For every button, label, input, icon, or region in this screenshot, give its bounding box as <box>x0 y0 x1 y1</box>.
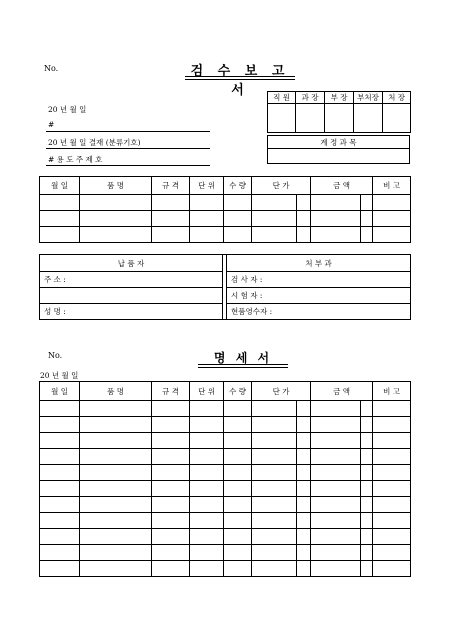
cell[interactable] <box>373 227 411 243</box>
cell[interactable] <box>373 211 411 227</box>
report-header-unit: 단 위 <box>190 177 224 195</box>
cell[interactable] <box>311 227 361 243</box>
statement-title-underline <box>198 364 288 368</box>
report-title-underline <box>185 76 295 80</box>
cell[interactable] <box>373 513 411 529</box>
cell[interactable] <box>252 401 297 417</box>
report-header-item: 품 명 <box>80 177 152 195</box>
cell[interactable] <box>190 545 224 561</box>
cell[interactable] <box>361 481 373 497</box>
cell[interactable] <box>373 481 411 497</box>
cell[interactable] <box>311 497 361 513</box>
cell[interactable] <box>152 561 190 577</box>
cell[interactable] <box>252 417 297 433</box>
cell[interactable] <box>40 529 80 545</box>
cell[interactable] <box>40 195 80 211</box>
cell[interactable] <box>373 433 411 449</box>
cell[interactable] <box>80 401 152 417</box>
statement-rows <box>39 400 411 577</box>
cell[interactable] <box>224 497 252 513</box>
cell[interactable] <box>80 561 152 577</box>
cell[interactable] <box>252 227 297 243</box>
cell[interactable] <box>252 481 297 497</box>
cell[interactable] <box>252 195 297 211</box>
cell[interactable] <box>252 529 297 545</box>
address-field[interactable]: 주 소 : <box>40 272 223 288</box>
report-line-3 <box>46 165 210 166</box>
cell[interactable] <box>152 401 190 417</box>
approval-header: 처 장 <box>383 92 411 104</box>
approval-header: 직 원 <box>268 92 296 104</box>
statement-header-unit: 단 위 <box>190 382 224 401</box>
report-title: 검 수 보 고 서 <box>190 64 290 98</box>
cell[interactable] <box>361 433 373 449</box>
cell[interactable] <box>373 195 411 211</box>
cell[interactable] <box>40 417 80 433</box>
table-row <box>40 465 411 481</box>
vendor-header: 납 품 자 <box>40 255 223 272</box>
cell[interactable] <box>224 417 252 433</box>
cell[interactable] <box>373 545 411 561</box>
cell[interactable] <box>152 529 190 545</box>
cell[interactable] <box>311 561 361 577</box>
cell[interactable] <box>40 401 80 417</box>
cell[interactable] <box>361 449 373 465</box>
report-line-2 <box>46 148 210 149</box>
cell[interactable] <box>80 465 152 481</box>
table-row <box>40 561 411 577</box>
cell[interactable] <box>80 449 152 465</box>
cell[interactable] <box>297 497 311 513</box>
receiver-field[interactable]: 현품영수자 : <box>227 304 411 320</box>
cell[interactable] <box>40 481 80 497</box>
cell[interactable] <box>40 433 80 449</box>
approval-sign-cell[interactable] <box>268 104 296 133</box>
cell[interactable] <box>297 529 311 545</box>
cell[interactable] <box>297 481 311 497</box>
name-field[interactable]: 성 명 : <box>40 304 223 320</box>
report-header-note: 비 고 <box>373 177 411 195</box>
table-row <box>40 529 411 545</box>
cell[interactable] <box>224 529 252 545</box>
statement-header-date: 월 일 <box>40 382 80 401</box>
statement-header-note: 비 고 <box>373 382 411 401</box>
cell[interactable] <box>152 449 190 465</box>
cell[interactable] <box>252 561 297 577</box>
approval-header: 부 장 <box>325 92 354 104</box>
cell[interactable] <box>224 561 252 577</box>
cell[interactable] <box>311 417 361 433</box>
cell[interactable] <box>224 545 252 561</box>
approval-sign-cell[interactable] <box>383 104 411 133</box>
cell[interactable] <box>190 497 224 513</box>
cell[interactable] <box>297 545 311 561</box>
approval-table <box>267 91 411 133</box>
cell[interactable] <box>361 545 373 561</box>
cell[interactable] <box>361 211 373 227</box>
cell[interactable] <box>373 529 411 545</box>
cell[interactable] <box>40 497 80 513</box>
cell[interactable] <box>80 529 152 545</box>
cell[interactable] <box>224 401 252 417</box>
cell[interactable] <box>152 545 190 561</box>
cell[interactable] <box>190 195 224 211</box>
approval-header: 부처장 <box>354 92 383 104</box>
cell[interactable] <box>297 211 311 227</box>
cell[interactable] <box>190 481 224 497</box>
cell[interactable] <box>190 401 224 417</box>
cell[interactable] <box>152 497 190 513</box>
cell[interactable] <box>190 513 224 529</box>
table-row <box>40 449 411 465</box>
cell[interactable] <box>40 211 80 227</box>
statement-header-spec: 규 격 <box>152 382 190 401</box>
cell[interactable] <box>224 465 252 481</box>
report-header-amount: 금 액 <box>311 177 373 195</box>
cell[interactable] <box>224 481 252 497</box>
cell[interactable] <box>361 513 373 529</box>
cell[interactable] <box>152 195 190 211</box>
report-date-line: 20 년 월 일 <box>48 105 87 114</box>
cell[interactable] <box>373 465 411 481</box>
cell[interactable] <box>311 513 361 529</box>
cell[interactable] <box>252 465 297 481</box>
cell[interactable] <box>373 401 411 417</box>
cell[interactable] <box>40 449 80 465</box>
cell[interactable] <box>361 561 373 577</box>
report-tag: # <box>48 120 55 129</box>
cell[interactable] <box>297 561 311 577</box>
table-row <box>40 497 411 513</box>
table-row <box>40 433 411 449</box>
table-row <box>40 401 411 417</box>
table-row <box>40 417 411 433</box>
cell[interactable] <box>152 481 190 497</box>
account-table <box>267 135 410 164</box>
cell[interactable] <box>297 227 311 243</box>
cell[interactable] <box>80 481 152 497</box>
table-row <box>40 481 411 497</box>
cell[interactable] <box>152 227 190 243</box>
cell[interactable] <box>297 401 311 417</box>
cell[interactable] <box>40 465 80 481</box>
cell[interactable] <box>252 545 297 561</box>
cell[interactable] <box>252 513 297 529</box>
cell[interactable] <box>190 417 224 433</box>
cell[interactable] <box>311 481 361 497</box>
cell[interactable] <box>311 211 361 227</box>
statement-items-table <box>39 381 411 401</box>
cell[interactable] <box>40 227 80 243</box>
cell[interactable] <box>252 449 297 465</box>
cell[interactable] <box>224 227 252 243</box>
cell[interactable] <box>252 433 297 449</box>
cell[interactable] <box>190 433 224 449</box>
tester-field[interactable]: 시 험 자 : <box>227 288 411 304</box>
cell[interactable] <box>297 465 311 481</box>
report-settle-line: 20 년 월 일 결재 (분류기호) <box>48 138 141 147</box>
statement-header-item: 품 명 <box>80 382 152 401</box>
cell[interactable] <box>152 513 190 529</box>
statement-header-price: 단 가 <box>252 382 311 401</box>
inspector-field[interactable]: 검 사 자 : <box>227 272 411 288</box>
cell[interactable] <box>297 417 311 433</box>
approval-sign-cell[interactable] <box>325 104 354 133</box>
cell[interactable] <box>373 497 411 513</box>
table-row <box>40 545 411 561</box>
report-header-qty: 수 량 <box>224 177 252 195</box>
cell[interactable] <box>252 497 297 513</box>
cell[interactable] <box>361 195 373 211</box>
table-row <box>40 195 411 211</box>
cell[interactable] <box>190 211 224 227</box>
cell[interactable] <box>252 211 297 227</box>
statement-date-line: 20 년 월 일 <box>40 371 79 380</box>
cell[interactable] <box>190 227 224 243</box>
cell[interactable] <box>80 195 152 211</box>
statement-header-qty: 수 량 <box>224 382 252 401</box>
vendor-blank-field[interactable] <box>40 288 223 304</box>
cell[interactable] <box>152 417 190 433</box>
cell[interactable] <box>80 497 152 513</box>
cell[interactable] <box>224 449 252 465</box>
report-no-label: No. <box>44 64 59 73</box>
report-items-table <box>39 176 411 243</box>
table-row <box>40 513 411 529</box>
cell[interactable] <box>311 449 361 465</box>
table-row <box>40 211 411 227</box>
table-row <box>40 227 411 243</box>
cell[interactable] <box>311 465 361 481</box>
cell[interactable] <box>152 211 190 227</box>
report-header-date: 월 일 <box>40 177 80 195</box>
approval-header: 과 장 <box>296 92 325 104</box>
statement-no-label: No. <box>48 351 63 360</box>
cell[interactable] <box>152 465 190 481</box>
cell[interactable] <box>297 513 311 529</box>
cell[interactable] <box>373 417 411 433</box>
cell[interactable] <box>190 449 224 465</box>
cell[interactable] <box>361 497 373 513</box>
statement-header-amount: 금 액 <box>311 382 373 401</box>
cell[interactable] <box>361 401 373 417</box>
cell[interactable] <box>373 449 411 465</box>
statement-title: 명 세 서 <box>213 351 273 365</box>
account-cell[interactable] <box>268 149 410 164</box>
cell[interactable] <box>297 449 311 465</box>
cell[interactable] <box>80 211 152 227</box>
cell[interactable] <box>224 513 252 529</box>
approval-sign-cell[interactable] <box>354 104 383 133</box>
cell[interactable] <box>361 529 373 545</box>
cell[interactable] <box>224 195 252 211</box>
cell[interactable] <box>190 529 224 545</box>
cell[interactable] <box>311 545 361 561</box>
report-line-1 <box>46 131 210 132</box>
approval-sign-cell[interactable] <box>296 104 325 133</box>
dept-header: 처 부 과 <box>227 255 411 272</box>
cell[interactable] <box>361 417 373 433</box>
cell[interactable] <box>311 529 361 545</box>
cell[interactable] <box>152 433 190 449</box>
cell[interactable] <box>224 433 252 449</box>
cell[interactable] <box>40 561 80 577</box>
cell[interactable] <box>311 433 361 449</box>
report-header-price: 단 가 <box>252 177 311 195</box>
cell[interactable] <box>40 513 80 529</box>
account-label: 계 정 과 목 <box>268 136 410 149</box>
cell[interactable] <box>80 417 152 433</box>
cell[interactable] <box>297 195 311 211</box>
cell[interactable] <box>80 545 152 561</box>
cell[interactable] <box>224 211 252 227</box>
cell[interactable] <box>80 513 152 529</box>
cell[interactable] <box>297 433 311 449</box>
cell[interactable] <box>311 195 361 211</box>
cell[interactable] <box>80 227 152 243</box>
report-usage-line: # 용 도 주 제 호 <box>48 155 103 164</box>
cell[interactable] <box>373 561 411 577</box>
report-header-spec: 규 격 <box>152 177 190 195</box>
cell[interactable] <box>40 545 80 561</box>
cell[interactable] <box>80 433 152 449</box>
cell[interactable] <box>361 465 373 481</box>
cell[interactable] <box>361 227 373 243</box>
cell[interactable] <box>190 465 224 481</box>
cell[interactable] <box>190 561 224 577</box>
vendor-table <box>39 254 411 320</box>
cell[interactable] <box>311 401 361 417</box>
